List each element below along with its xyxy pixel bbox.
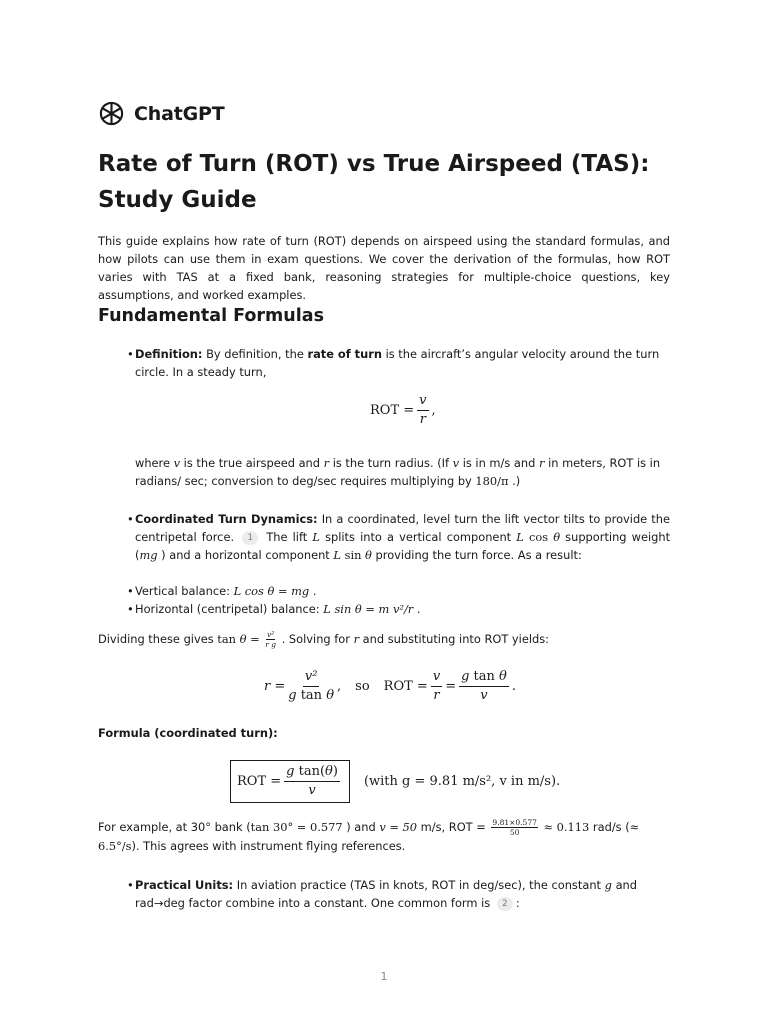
definition-text: By definition, the	[206, 347, 304, 361]
intro-paragraph: This guide explains how rate of turn (ROT) depends on airspeed using the standard formulas, and how pilots can use them in exam questions. We cover the derivation of the formulas, how ROT varies with TAS at a fixed bank, reasoning strategies for multiple-choice questions, key assumptions, and worked examples.	[98, 234, 670, 302]
definition-explanation: where v is the true airspeed and r is the turn radius. (If v is in m/s and r in meters, ROT is in radians/ sec; conversion to deg/sec requires multiplying by 180/π .)	[135, 456, 661, 488]
ex-text-e: ). This agrees with instrument flying references.	[131, 839, 406, 853]
brand-logo	[98, 100, 224, 127]
definition-label: Definition:	[135, 347, 203, 361]
formula-note: (with g = 9.81 m/s², v in m/s).	[363, 774, 561, 789]
coord-text-c: splits into a vertical component	[325, 530, 512, 544]
citation-badge[interactable]: 1	[242, 531, 258, 545]
coordinated-label: Coordinated Turn Dynamics:	[135, 512, 318, 526]
section-heading: Fundamental Formulas	[98, 306, 324, 326]
vertical-balance-item: • Vertical balance: L cos θ = mg .	[127, 584, 317, 598]
ex-v: v = 50	[379, 820, 418, 834]
expl-2: is the true airspeed and	[183, 456, 320, 470]
expl-3: is the turn radius. (If	[332, 456, 450, 470]
ex-text-b: ) and	[346, 820, 376, 834]
expl-6: 180/π	[475, 474, 509, 488]
coordinated-bullet: • Coordinated Turn Dynamics: In a coordinated, level turn the lift vector tilts to provide the centripetal force. 1 The lift L splits into a vertical component L cos θ supporting weight (mg ) and a horizontal component L sin θ providing the turn force. As a result:	[127, 512, 671, 562]
coord-text-e: ) and a horizontal component	[161, 548, 330, 562]
frac-den: r	[419, 412, 426, 427]
coordinated-turn-formula	[230, 760, 560, 803]
horizontal-label: Horizontal (centripetal) balance:	[135, 602, 320, 616]
rot-definition-equation: ROT = $\frac{v}{r}$ ,	[370, 393, 436, 427]
horizontal-eq: L sin θ = m v²/r	[323, 602, 414, 616]
ex-frac-den: 50	[509, 828, 520, 837]
page-number: 1	[380, 970, 388, 983]
practical-label: Practical Units:	[135, 878, 234, 892]
ex-frac-num: 9.81×0.577	[492, 818, 537, 827]
radius-rot-equation: r = $\frac{\text{v²}}{\text{g tan θ}}$ , so ROT = $\frac{v}{r}$ = $\frac{\text{g tan θ}}{v}$ .	[264, 669, 517, 703]
div-text-a: Dividing these gives	[98, 632, 214, 646]
formula-label-text: Formula (coordinated turn):	[98, 726, 278, 740]
practical-units-bullet: • Practical Units: In aviation practice (TAS in knots, ROT in deg/sec), the constant g and rad→deg factor combine into a constant. One common form is 2 :	[127, 878, 637, 910]
formula-label	[98, 724, 278, 742]
expl-4: is in m/s and	[462, 456, 536, 470]
coord-text-b: The lift	[266, 530, 308, 544]
expl-5: in meters, ROT is in radians/ sec; conversion to deg/sec requires multiplying by	[135, 456, 661, 488]
definition-text-2: is the aircraft’s angular velocity around the turn circle. In a steady turn,	[135, 347, 660, 379]
ex-text-d: rad/s (	[592, 820, 630, 834]
openai-knot-icon	[98, 100, 125, 127]
definition-term: rate of turn	[307, 347, 382, 361]
practical-text-c: :	[515, 896, 520, 910]
ex-deg: ≈ 6.5°/s	[98, 820, 640, 853]
coord-text-a: In a coordinated, level turn the lift vector tilts to provide the centripetal force.	[135, 512, 670, 544]
coord-text-f: providing the turn force. As a result:	[375, 548, 582, 562]
ex-text-c: m/s, ROT =	[420, 820, 486, 834]
horizontal-balance-item: • Horizontal (centripetal) balance: L sin θ = m v²/r .	[127, 602, 421, 616]
frac-num: v	[417, 394, 428, 411]
expl-1: where	[135, 456, 170, 470]
vertical-label: Vertical balance:	[135, 584, 230, 598]
dividing-paragraph: Dividing these gives tan θ = $\frac{\text{v²}}{\text{r g}}$ . Solving for r and substituting into ROT yields:	[98, 630, 550, 649]
vertical-eq: L cos θ = mg	[233, 584, 310, 598]
practical-text-a: In aviation practice (TAS in knots, ROT in deg/sec), the constant	[236, 878, 602, 892]
ex-approx: ≈ 0.113	[543, 820, 590, 834]
v-over-r-fraction	[417, 394, 428, 427]
example-paragraph	[98, 818, 678, 855]
coord-text-d: supporting weight (	[135, 530, 671, 562]
formula-box: ROT = $\frac{\text{g tan(θ)}}{v}$	[230, 760, 350, 803]
brand-name: ChatGPT	[134, 102, 225, 125]
definition-bullet: • Definition: By definition, the rate of turn is the aircraft’s angular velocity around the turn circle. In a steady turn,	[127, 347, 660, 379]
ex-tan: tan 30° = 0.577	[250, 820, 343, 834]
div-text-c: and substituting into ROT yields:	[362, 632, 550, 646]
eq-lhs: ROT =	[370, 403, 415, 418]
ex-text-a: For example, at 30° bank (	[98, 820, 251, 834]
citation-badge-2[interactable]: 2	[497, 897, 513, 911]
div-text-b: . Solving for	[281, 632, 350, 646]
expl-7: .)	[512, 474, 521, 488]
practical-text-b: and rad→deg factor combine into a constant. One common form is	[135, 878, 637, 910]
document-title: Rate of Turn (ROT) vs True Airspeed (TAS): Study Guide	[98, 151, 650, 213]
